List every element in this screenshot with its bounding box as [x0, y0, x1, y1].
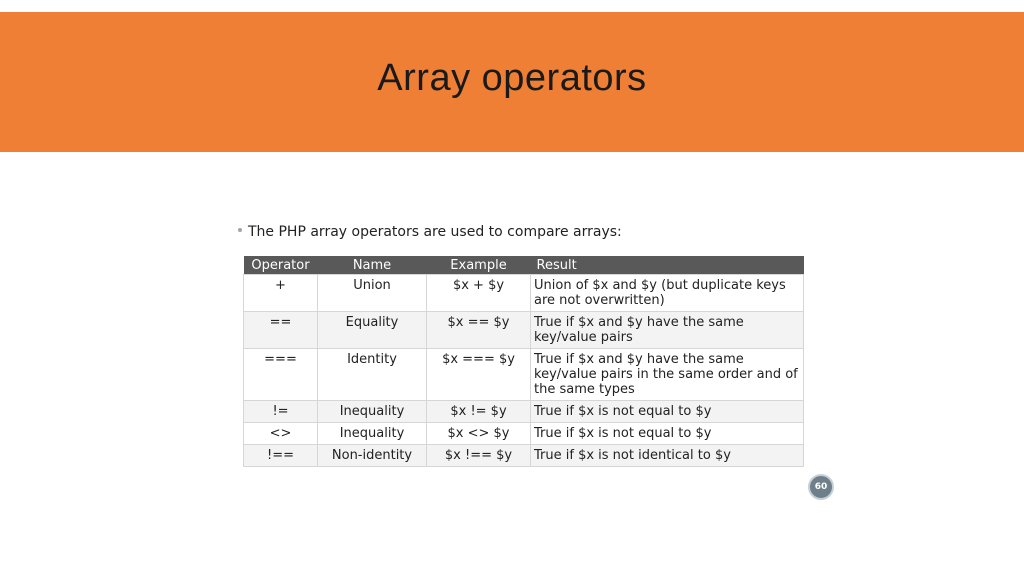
table-header-row — [244, 256, 804, 275]
header-example: Example — [427, 256, 531, 275]
cell-operator: == — [244, 312, 318, 349]
bullet-icon — [238, 228, 242, 232]
cell-example: $x <> $y — [427, 423, 531, 445]
cell-name: Non-identity — [318, 445, 427, 467]
table-row — [244, 349, 804, 401]
cell-result: True if $x and $y have the same key/value pairs — [531, 312, 804, 349]
cell-operator: + — [244, 275, 318, 312]
cell-result: True if $x is not identical to $y — [531, 445, 804, 467]
table-row — [244, 423, 804, 445]
table-row — [244, 401, 804, 423]
operators-table — [243, 256, 804, 467]
cell-result: True if $x is not equal to $y — [531, 423, 804, 445]
cell-name: Inequality — [318, 401, 427, 423]
cell-result: True if $x is not equal to $y — [531, 401, 804, 423]
cell-example: $x != $y — [427, 401, 531, 423]
cell-name: Inequality — [318, 423, 427, 445]
table-row — [244, 445, 804, 467]
cell-operator: === — [244, 349, 318, 401]
table-row — [244, 275, 804, 312]
header-result: Result — [531, 256, 804, 275]
cell-example: $x !== $y — [427, 445, 531, 467]
top-strip — [0, 0, 1024, 12]
cell-name: Equality — [318, 312, 427, 349]
slide-title: Array operators — [377, 56, 647, 99]
intro-label: The PHP array operators are used to compare arrays: — [248, 224, 622, 240]
cell-operator: <> — [244, 423, 318, 445]
table-row — [244, 312, 804, 349]
cell-operator: != — [244, 401, 318, 423]
header-name: Name — [318, 256, 427, 275]
header-operator: Operator — [244, 256, 318, 275]
cell-result: Union of $x and $y (but duplicate keys are not overwritten) — [531, 275, 804, 312]
cell-operator: !== — [244, 445, 318, 467]
cell-name: Union — [318, 275, 427, 312]
title-band — [0, 12, 1024, 152]
cell-example: $x + $y — [427, 275, 531, 312]
page-number-badge: 60 — [808, 474, 834, 500]
cell-example: $x == $y — [427, 312, 531, 349]
intro-text — [238, 224, 622, 240]
cell-example: $x === $y — [427, 349, 531, 401]
cell-name: Identity — [318, 349, 427, 401]
cell-result: True if $x and $y have the same key/value pairs in the same order and of the same types — [531, 349, 804, 401]
